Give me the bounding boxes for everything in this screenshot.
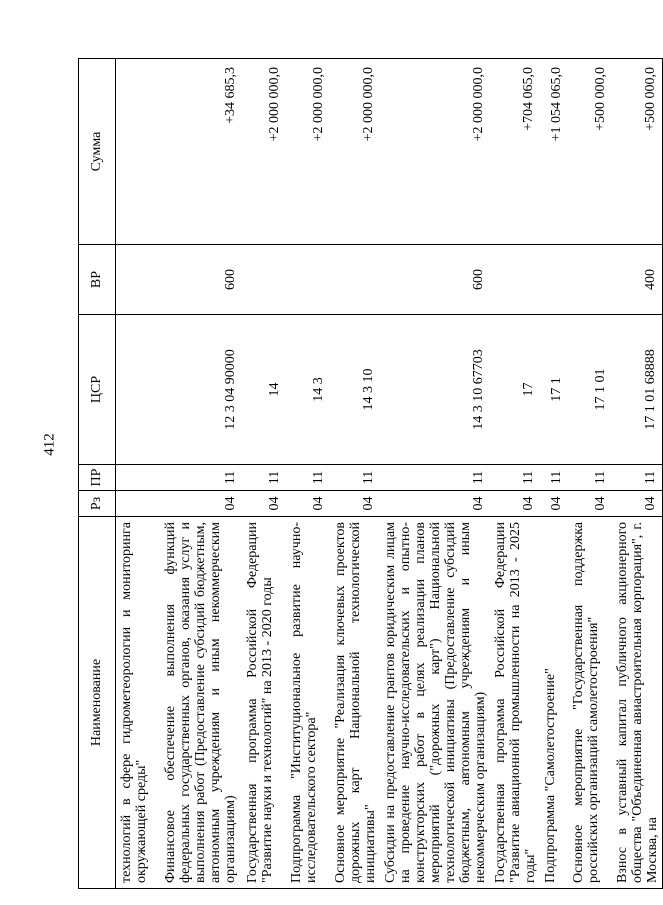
cell-rz: 04	[568, 491, 612, 517]
table-row	[116, 59, 160, 889]
header-rz: Рз	[79, 491, 116, 517]
cell-rz: 04	[330, 491, 380, 517]
cell-sum: +2 000 000,0	[330, 59, 380, 245]
cell-rz	[116, 491, 160, 517]
cell-name: Взнос в уставный капитал публичного акционерного общества "Объединенная авиастроительная корпорация", г. Москва, на	[612, 517, 663, 889]
cell-vr	[116, 245, 160, 315]
cell-rz: 04	[540, 491, 568, 517]
cell-csr: 17 1 01	[568, 315, 612, 465]
cell-csr: 14 3 10	[330, 315, 380, 465]
table-row	[568, 59, 612, 889]
cell-csr: 17 1	[540, 315, 568, 465]
header-sum: Сумма	[79, 59, 116, 245]
cell-sum: +34 685,3	[160, 59, 242, 245]
table-header-row	[79, 59, 116, 889]
cell-csr: 14 3	[286, 315, 330, 465]
table-row	[380, 59, 490, 889]
cell-pr: 11	[242, 465, 286, 491]
cell-pr: 11	[160, 465, 242, 491]
cell-pr: 11	[330, 465, 380, 491]
cell-csr: 17	[490, 315, 540, 465]
header-name: Наименование	[79, 517, 116, 889]
cell-sum: +500 000,0	[612, 59, 663, 245]
cell-sum: +704 065,0	[490, 59, 540, 245]
page-number: 412	[41, 433, 58, 456]
cell-sum: +2 000 000,0	[242, 59, 286, 245]
cell-vr	[286, 245, 330, 315]
cell-name: Подпрограмма "Институциональное развитие научно-исследовательского сектора"	[286, 517, 330, 889]
cell-sum: +1 054 065,0	[540, 59, 568, 245]
cell-vr	[540, 245, 568, 315]
cell-pr: 11	[540, 465, 568, 491]
cell-sum: +500 000,0	[568, 59, 612, 245]
cell-sum: +2 000 000,0	[286, 59, 330, 245]
cell-rz: 04	[160, 491, 242, 517]
cell-sum: +2 000 000,0	[380, 59, 490, 245]
cell-rz: 04	[242, 491, 286, 517]
cell-pr: 11	[568, 465, 612, 491]
table-row	[286, 59, 330, 889]
cell-name: Подпрограмма "Самолетостроение"	[540, 517, 568, 889]
cell-name: Основное мероприятие "Реализация ключевых проектов дорожных карт Национальной технологической инициативы"	[330, 517, 380, 889]
table-row	[160, 59, 242, 889]
cell-name: Субсидии на предоставление грантов юридическим лицам на проведение научно-исследовательских и опытно-конструкторских работ в целях реализации планов мероприятий ("дорожных карт") Национальной технологической инициативы (Предоставление субсидий бюджетным, автономным учреждениям и иным некоммерческим организациям)	[380, 517, 490, 889]
table-row	[612, 59, 663, 889]
budget-table	[78, 58, 663, 889]
cell-rz: 04	[286, 491, 330, 517]
cell-sum	[116, 59, 160, 245]
table-row	[490, 59, 540, 889]
cell-pr	[116, 465, 160, 491]
cell-name: Основное мероприятие "Государственная поддержка российских организаций самолетостроения"	[568, 517, 612, 889]
cell-name: Государственная программа Российской Федерации "Развитие науки и технологий" на 2013 - 2020 годы	[242, 517, 286, 889]
cell-vr: 600	[380, 245, 490, 315]
header-pr: ПР	[79, 465, 116, 491]
table-row	[242, 59, 286, 889]
cell-pr: 11	[490, 465, 540, 491]
cell-rz: 04	[490, 491, 540, 517]
table-row	[330, 59, 380, 889]
header-csr: ЦСР	[79, 315, 116, 465]
cell-vr	[490, 245, 540, 315]
rotated-table-container	[78, 59, 660, 889]
cell-name: Государственная программа Российской Федерации "Развитие авиационной промышленности на 2013 - 2025 годы"	[490, 517, 540, 889]
cell-csr: 14	[242, 315, 286, 465]
cell-rz: 04	[380, 491, 490, 517]
cell-vr	[242, 245, 286, 315]
cell-vr	[568, 245, 612, 315]
cell-pr: 11	[380, 465, 490, 491]
cell-vr	[330, 245, 380, 315]
cell-csr	[116, 315, 160, 465]
cell-pr: 11	[612, 465, 663, 491]
cell-csr: 14 3 10 67703	[380, 315, 490, 465]
header-vr: ВР	[79, 245, 116, 315]
cell-pr: 11	[286, 465, 330, 491]
cell-csr: 17 1 01 68888	[612, 315, 663, 465]
cell-csr: 12 3 04 90000	[160, 315, 242, 465]
cell-vr: 600	[160, 245, 242, 315]
cell-name: Финансовое обеспечение выполнения функций федеральных государственных органов, оказания услуг и выполнения работ (Предоставление субсидий бюджетным, автономным учреждениям и иным некоммерческим организациям)	[160, 517, 242, 889]
cell-name: технологий в сфере гидрометеорологии и мониторинга окружающей среды"	[116, 517, 160, 889]
cell-rz: 04	[612, 491, 663, 517]
cell-vr: 400	[612, 245, 663, 315]
table-row	[540, 59, 568, 889]
